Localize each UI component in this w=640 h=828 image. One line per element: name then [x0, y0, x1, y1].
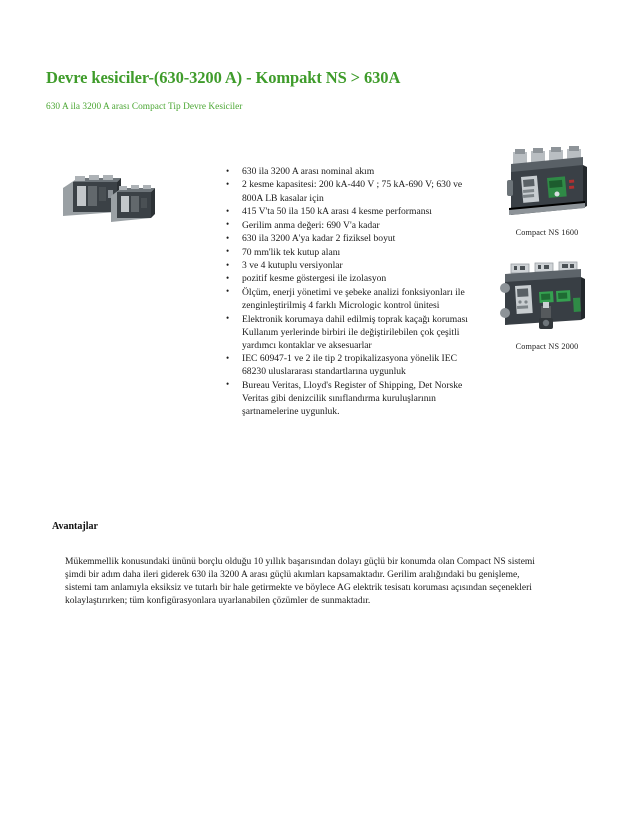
list-item: • 70 mm'lik tek kutup alanı: [222, 246, 470, 259]
product-photo-ns2000: [487, 258, 607, 351]
compact-ns-2000-breaker-icon: [497, 258, 597, 338]
list-item: • 630 ila 3200 A arası nominal akım: [222, 165, 470, 178]
photo-caption: Compact NS 2000: [515, 342, 579, 351]
list-item: • 3 ve 4 kutuplu versiyonlar: [222, 259, 470, 272]
left-product-photo: [55, 160, 163, 230]
advantages-heading: Avantajlar: [52, 521, 98, 532]
compact-ns-1600-breaker-icon: [501, 144, 593, 224]
list-item: • 630 ila 3200 A'ya kadar 2 fiziksel boyut: [222, 232, 470, 245]
list-item: • Bureau Veritas, Lloyd's Register of Shipping, Det Norske Veritas gibi denizcilik sınıflandırma kuruluşlarının şartnamelerine uygunluk.: [222, 379, 470, 418]
page-subtitle: 630 A ila 3200 A arası Compact Tip Devre Kesiciler: [46, 102, 243, 112]
list-item: • 2 kesme kapasitesi: 200 kA-440 V ; 75 kA-690 V; 630 ve 800A LB kasalar için: [222, 178, 470, 204]
photo-caption: Compact NS 1600: [515, 228, 579, 237]
product-photo-ns1600: [487, 144, 607, 237]
list-item: • Ölçüm, enerji yönetimi ve şebeke analizi fonksiyonları ile zenginleştirilmiş 4 farklı Micrologic kontrol ünitesi: [222, 286, 470, 312]
advantages-paragraph: Mükemmellik konusundaki ününü borçlu olduğu 10 yıllık başarısından dolayı güçlü bir konumda olan Compact NS sistemi şimdi bir adım daha ileri giderek 630 ila 3200 A arası güçlü akımları kapsamaktadır. Gerilim aralığındaki bu genişleme, sistemi tam anlamıyla eksiksiz ve tutarlı bir hale getirmekte ve böylece AG elektrik tesisatı koruması açısından seçenekleri kolaylaştırırken; tüm konfigürasyonlara uyarlanabilen çözümler de sunmaktadır.: [65, 556, 535, 607]
list-item: • IEC 60947-1 ve 2 ile tip 2 tropikalizasyona yönelik IEC 68230 uluslararası standartlarına uygunluk: [222, 352, 470, 378]
list-item: • Gerilim anma değeri: 690 V'a kadar: [222, 219, 470, 232]
compact-ns-breaker-pair-icon: [55, 160, 163, 230]
page-title: Devre kesiciler-(630-3200 A) - Kompakt NS > 630A: [46, 68, 401, 88]
feature-list: [222, 165, 470, 418]
list-item: • 415 V'ta 50 ila 150 kA arası 4 kesme performansı: [222, 205, 470, 218]
list-item: • pozitif kesme göstergesi ile izolasyon: [222, 272, 470, 285]
list-item: • Elektronik korumaya dahil edilmiş toprak kaçağı koruması Kullanım yerlerinde birbiri ile değiştirilebilen çok çeşitli yardımcı kontaklar ve aksesuarlar: [222, 313, 470, 352]
